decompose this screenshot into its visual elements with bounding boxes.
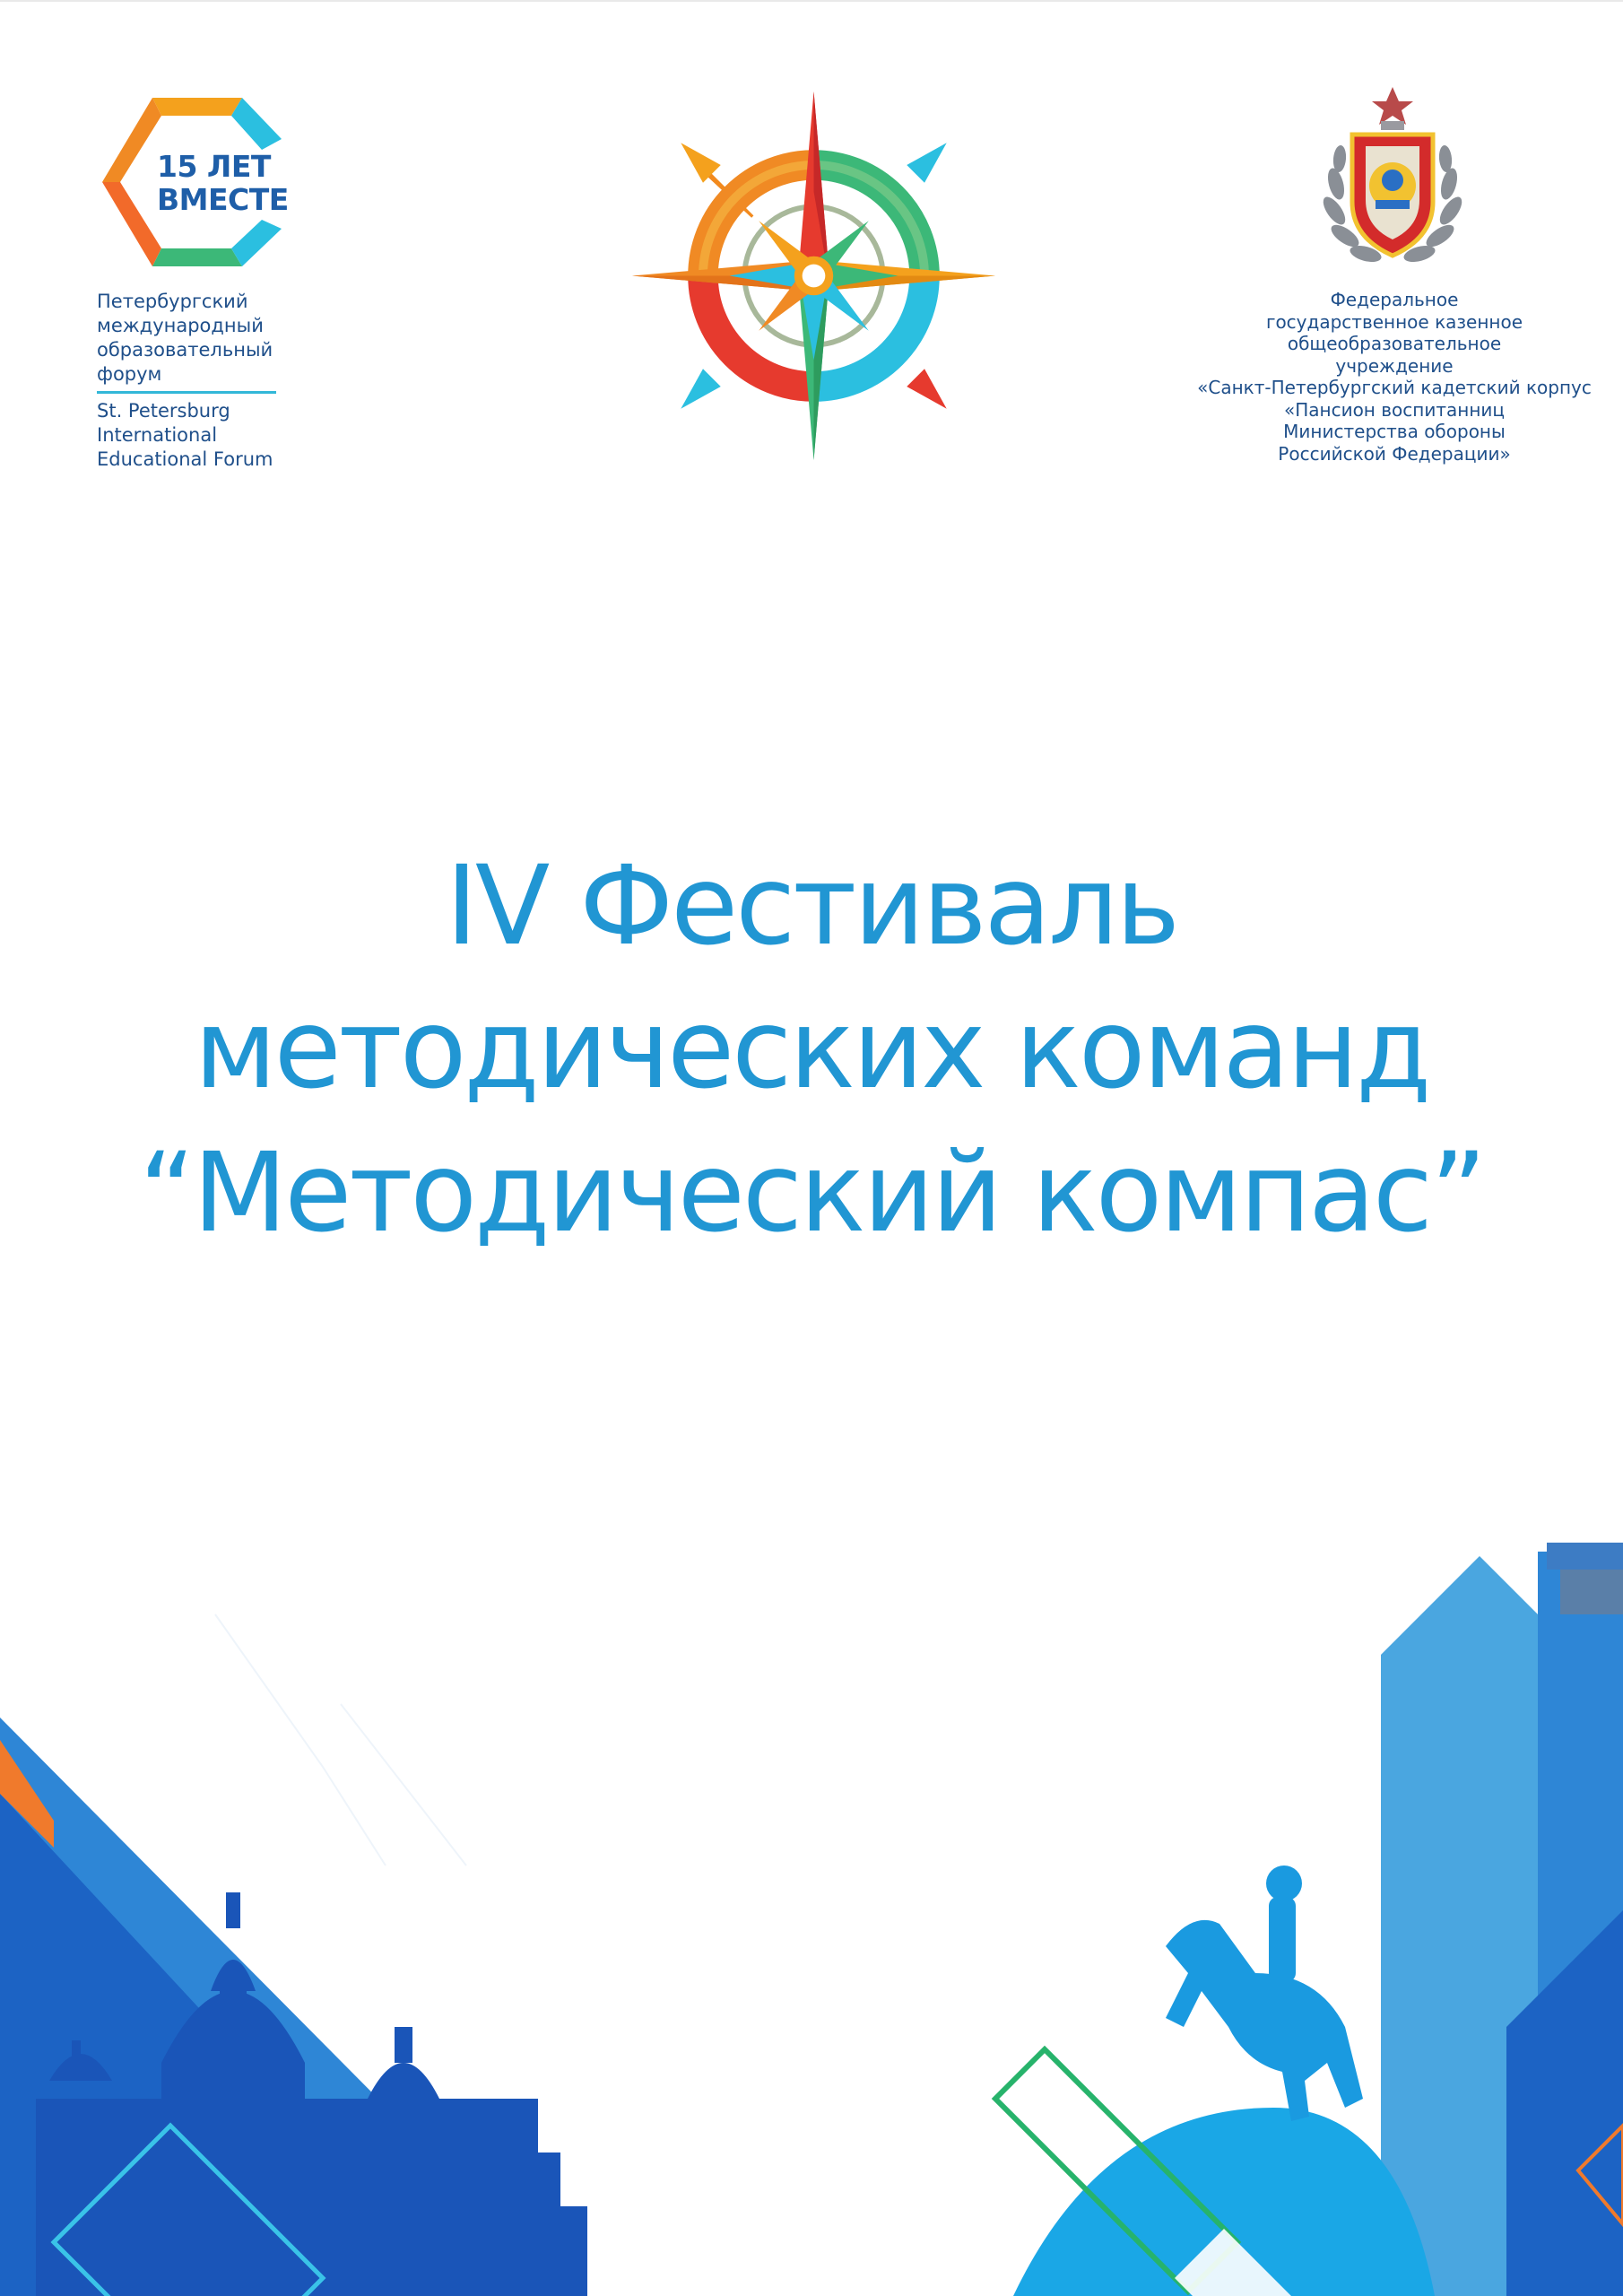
forum-emblem-line: 15 ЛЕТ [157, 149, 271, 184]
forum-name-en-line: International [97, 424, 218, 446]
forum-name-en-line: Educational Forum [97, 448, 273, 470]
institution-line: Федеральное [1330, 289, 1459, 310]
forum-name-ru-line: образовательный [97, 339, 273, 361]
festival-title-line: методических команд [194, 986, 1429, 1113]
forum-name-ru-line: Петербургский [97, 291, 248, 312]
compass-rose-icon [628, 85, 1000, 466]
top-border [0, 0, 1623, 2]
forum-name-en-line: St. Petersburg [97, 400, 230, 422]
festival-title [0, 834, 1623, 1265]
institution-line: Российской Федерации» [1278, 442, 1511, 465]
festival-title-line: “Методический компас” [138, 1129, 1485, 1257]
forum-name-ru-line: форум [97, 363, 162, 385]
forum-name-ru [97, 290, 312, 387]
forum-emblem-line: ВМЕСТЕ [157, 182, 289, 217]
institution-line: Министерства обороны [1283, 421, 1506, 442]
festival-title-line: IV Фестиваль [445, 842, 1178, 970]
institution-line: учреждение [1335, 354, 1454, 377]
institution-name [1184, 289, 1605, 465]
institution-line: общеобразовательное [1287, 333, 1502, 354]
forum-divider [97, 391, 276, 394]
institution-line: государственное казенное [1265, 310, 1523, 333]
forum-emblem-text [157, 150, 300, 216]
st-petersburg-skyline-icon [0, 1525, 1623, 2296]
forum-name-en [97, 399, 312, 472]
forum-logo [90, 85, 305, 480]
forum-name-ru-line: международный [97, 315, 264, 336]
cadet-corps-emblem-icon [1316, 85, 1469, 274]
institution-line: «Санкт-Петербургский кадетский корпус [1197, 377, 1592, 398]
institution-line: «Пансион воспитанниц [1283, 398, 1506, 421]
